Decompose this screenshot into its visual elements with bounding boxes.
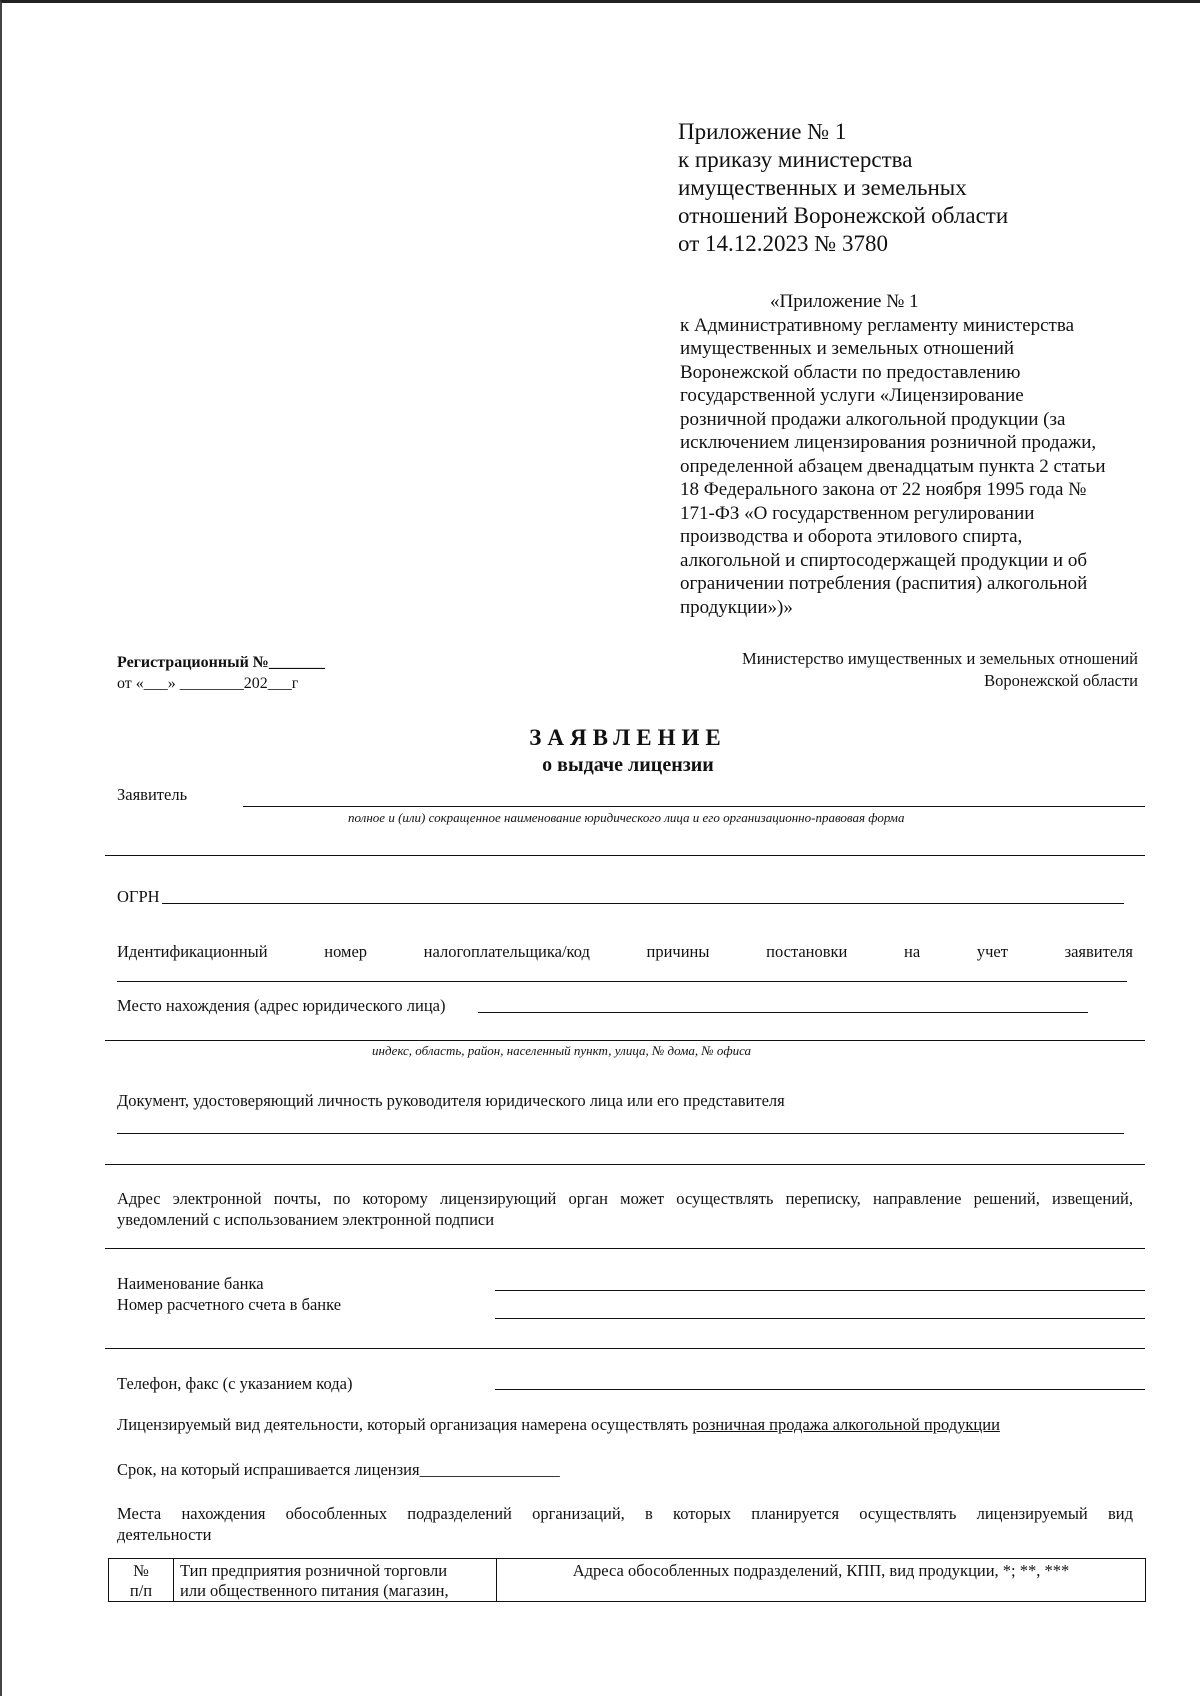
appendix-line: имущественных и земельных xyxy=(678,175,967,200)
ogrn-field[interactable] xyxy=(162,903,1124,904)
addressee-line: Воронежской области xyxy=(984,671,1138,690)
applicant-label: Заявитель xyxy=(117,785,188,804)
regulation-line: алкогольной и спиртосодержащей продукции и об xyxy=(680,549,1087,571)
inn-word: учет xyxy=(976,942,1008,961)
inn-word: на xyxy=(904,942,921,961)
document-title: ЗАЯВЛЕНИЕ xyxy=(529,725,727,750)
address-field[interactable] xyxy=(478,1012,1088,1013)
activity-label-text: Лицензируемый вид деятельности, который организация намерена осуществлять xyxy=(117,1415,689,1434)
inn-word: заявителя xyxy=(1064,942,1133,961)
applicant-hint: полное и (или) сокращенное наименование юридического лица и его организационно-правовая форма xyxy=(348,810,905,825)
inn-kpp-field[interactable] xyxy=(117,981,1127,982)
addressee xyxy=(742,648,1138,692)
applicant-field-continued[interactable] xyxy=(105,855,1145,856)
applicant-field[interactable] xyxy=(243,806,1145,807)
regulation-line: ограничении потребления (распития) алкогольной xyxy=(680,573,1088,594)
inn-kpp-label xyxy=(117,942,1133,962)
email-label-line: уведомлений с использованием электронной подписи xyxy=(117,1210,495,1229)
table-header-number-line: № xyxy=(133,1561,149,1580)
registration-date: от «___» ________202___г xyxy=(117,675,299,692)
account-label: Номер расчетного счета в банке xyxy=(117,1295,342,1314)
table-header-type-line: или общественного питания (магазин, xyxy=(180,1581,449,1600)
appendix-line: Приложение № 1 xyxy=(678,119,847,144)
phone-field[interactable] xyxy=(495,1389,1145,1390)
units-label-line: деятельности xyxy=(117,1525,212,1544)
inn-word: постановки xyxy=(766,942,848,961)
document-field[interactable] xyxy=(117,1133,1124,1134)
address-label: Место нахождения (адрес юридического лица) xyxy=(117,996,446,1015)
units-table xyxy=(108,1558,1146,1602)
appendix-line: к приказу министерства xyxy=(678,147,913,172)
table-header-type-line: Тип предприятия розничной торговли xyxy=(180,1561,448,1580)
inn-word: налогоплательщика/код xyxy=(423,942,590,961)
regulation-line: к Административному регламенту министерства xyxy=(680,314,1075,336)
inn-word: причины xyxy=(646,942,710,961)
table-header-row xyxy=(109,1559,1146,1602)
appendix-line: отношений Воронежской области xyxy=(678,203,1009,228)
activity-value: розничная продажа алкогольной продукции xyxy=(692,1415,1000,1434)
appendix-header xyxy=(678,118,1008,258)
document-subtitle: о выдаче лицензии xyxy=(542,754,714,776)
address-field-continued[interactable] xyxy=(105,1040,1145,1041)
units-label xyxy=(117,1503,1133,1545)
regulation-line: продукции»)» xyxy=(680,596,793,618)
phone-label: Телефон, факс (с указанием кода) xyxy=(117,1374,353,1393)
table-header-addresses: Адреса обособленных подразделений, КПП, вид продукции, *; **, *** xyxy=(497,1559,1146,1602)
units-label-line: Места нахождения обособленных подразделений организаций, в которых планируется осуществлять лицензируемый вид xyxy=(117,1504,1133,1523)
email-label xyxy=(117,1188,1133,1230)
appendix-line: от 14.12.2023 № 3780 xyxy=(678,231,888,256)
inn-word: номер xyxy=(324,942,368,961)
regulation-line: определенной абзацем двенадцатым пункта 2 статьи xyxy=(680,455,1106,477)
regulation-reference xyxy=(680,290,1150,619)
regulation-line: производства и оборота этилового спирта, xyxy=(680,526,1023,547)
registration-block xyxy=(117,652,325,694)
table-header-number-line: п/п xyxy=(129,1581,153,1600)
activity-label xyxy=(117,1414,1000,1435)
email-label-line: Адрес электронной почты, по которому лицензирующий орган может осуществлять переписку, направление решений, извещений, xyxy=(117,1189,1133,1208)
table-header-number xyxy=(109,1559,174,1602)
bank-label: Наименование банка xyxy=(117,1274,264,1293)
regulation-line: исключением лицензирования розничной продажи, xyxy=(680,432,1097,453)
account-field[interactable] xyxy=(495,1318,1145,1319)
regulation-line: имущественных и земельных отношений xyxy=(680,338,1015,359)
table-header-type xyxy=(174,1559,497,1602)
ogrn-label: ОГРН xyxy=(117,887,160,906)
email-field[interactable] xyxy=(105,1248,1145,1249)
document-field-continued[interactable] xyxy=(105,1164,1145,1165)
regulation-line: 18 Федерального закона от 22 ноября 1995 года № xyxy=(680,479,1087,500)
address-hint: индекс, область, район, населенный пункт, улица, № дома, № офиса xyxy=(372,1043,752,1058)
regulation-line: Воронежской области по предоставлению xyxy=(680,361,1021,383)
regulation-line: государственной услуги «Лицензирование xyxy=(680,385,1024,406)
registration-number: Регистрационный №_______ xyxy=(117,654,325,671)
document-label: Документ, удостоверяющий личность руководителя юридического лица или его представителя xyxy=(117,1091,785,1110)
bank-field[interactable] xyxy=(495,1290,1145,1291)
account-field-continued[interactable] xyxy=(105,1348,1145,1349)
regulation-line: 171-ФЗ «О государственном регулировании xyxy=(680,502,1035,524)
regulation-line: розничной продажи алкогольной продукции (за xyxy=(680,408,1066,430)
regulation-title: «Приложение № 1 xyxy=(770,291,919,312)
addressee-line: Министерство имущественных и земельных отношений xyxy=(742,649,1138,668)
term-label: Срок, на который испрашивается лицензия_________________ xyxy=(117,1460,560,1479)
inn-word: Идентификационный xyxy=(117,942,268,961)
